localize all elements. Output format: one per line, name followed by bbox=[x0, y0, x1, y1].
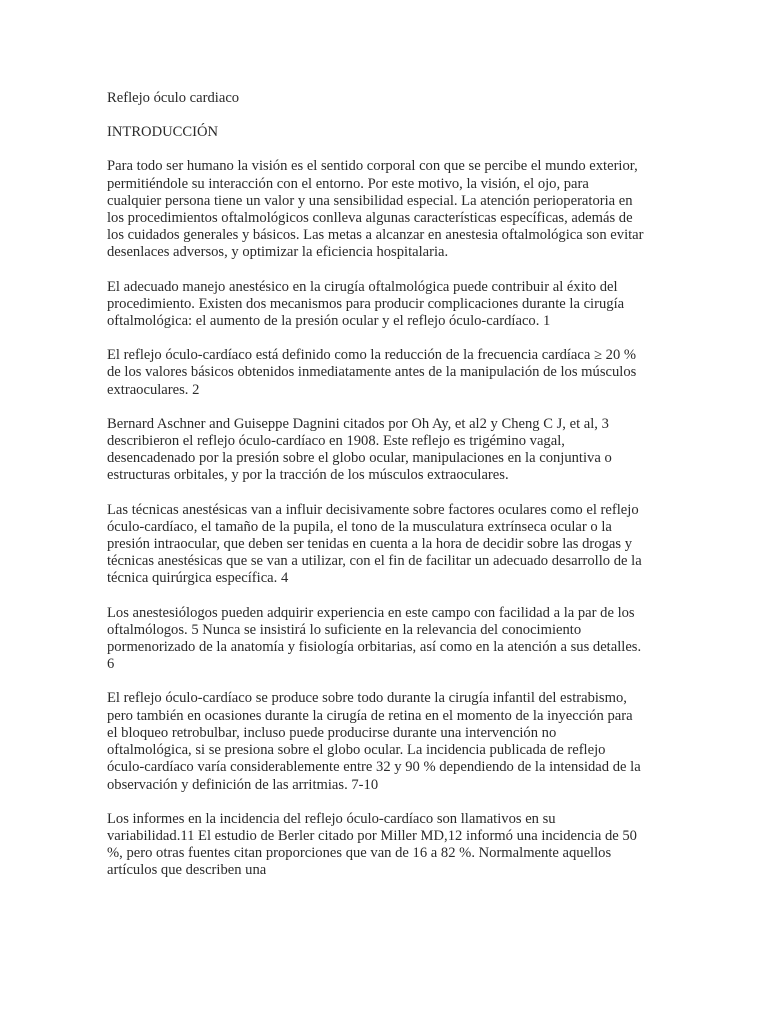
paragraph bbox=[107, 690, 663, 793]
paragraph-line: Para todo ser humano la visión es el sentido corporal con que se percibe el mundo exterior, bbox=[107, 158, 638, 175]
paragraph-line: oftalmológica, si se presiona sobre el globo ocular. La incidencia publicada de reflejo bbox=[107, 742, 606, 759]
paragraph-line: pormenorizado de la anatomía y fisiología orbitarias, así como en la atención a sus detalles. bbox=[107, 639, 642, 656]
paragraph-line: variabilidad.11 El estudio de Berler citado por Miller MD,12 informó una incidencia de 50 bbox=[107, 827, 637, 844]
paragraph-line: %, pero otras fuentes citan proporciones que van de 16 a 82 %. Normalmente aquellos bbox=[107, 845, 612, 862]
paragraph bbox=[107, 347, 663, 399]
paragraph-line: desenlaces adversos, y optimizar la eficiencia hospitalaria. bbox=[107, 244, 449, 261]
paragraph-line: observación y definición de las arritmias. 7-10 bbox=[107, 776, 379, 793]
paragraph-line: estructuras orbitales, y por la tracción de los músculos extraoculares. bbox=[107, 467, 509, 484]
paragraph-line: extraoculares. 2 bbox=[107, 381, 200, 398]
paragraph-line: técnicas anestésicas que se van a utilizar, con el fin de facilitar un adecuado desarrollo de la bbox=[107, 553, 642, 570]
paragraph bbox=[107, 416, 663, 485]
paragraph-line: oftalmológica: el aumento de la presión ocular y el reflejo óculo-cardíaco. 1 bbox=[107, 313, 551, 330]
paragraph-line: desencadenado por la presión sobre el globo ocular, manipulaciones en la conjuntiva o bbox=[107, 450, 612, 467]
paragraph-line: El adecuado manejo anestésico en la cirugía oftalmológica puede contribuir al éxito del bbox=[107, 278, 618, 295]
paragraph-line: permitiéndole su interacción con el entorno. Por este motivo, la visión, el ojo, para bbox=[107, 175, 589, 192]
section-heading: INTRODUCCIÓN bbox=[107, 124, 219, 141]
document-page bbox=[107, 90, 663, 897]
paragraph-line: Los informes en la incidencia del reflejo óculo-cardíaco son llamativos en su bbox=[107, 810, 556, 827]
paragraph-line: artículos que describen una bbox=[107, 862, 267, 879]
paragraph-line: Los anestesiólogos pueden adquirir experiencia en este campo con facilidad a la par de los bbox=[107, 604, 635, 621]
document-body bbox=[107, 158, 663, 879]
paragraph-line: procedimiento. Existen dos mecanismos para producir complicaciones durante la cirugía bbox=[107, 295, 625, 312]
paragraph bbox=[107, 605, 663, 674]
paragraph-line: oftalmólogos. 5 Nunca se insistirá lo suficiente en la relevancia del conocimiento bbox=[107, 621, 582, 638]
paragraph-line: de los valores básicos obtenidos inmediatamente antes de la manipulación de los músculos bbox=[107, 364, 637, 381]
paragraph-line: cualquier persona tiene un valor y una sensibilidad especial. La atención perioperatoria en bbox=[107, 192, 633, 209]
paragraph-line: El reflejo óculo-cardíaco está definido como la reducción de la frecuencia cardíaca ≥ 20 % bbox=[107, 347, 637, 364]
paragraph-line: el bloqueo retrobulbar, incluso puede producirse durante una intervención no bbox=[107, 724, 557, 741]
paragraph-line: El reflejo óculo-cardíaco se produce sobre todo durante la cirugía infantil del estrabismo, bbox=[107, 690, 627, 707]
paragraph-line: óculo-cardíaco varía considerablemente entre 32 y 90 % dependiendo de la intensidad de la bbox=[107, 759, 641, 776]
paragraph-line: óculo-cardíaco, el tamaño de la pupila, el tono de la musculatura extrínseca ocular o la bbox=[107, 518, 612, 535]
paragraph-line: los cuidados generales y básicos. Las metas a alcanzar en anestesia oftalmológica son evitar bbox=[107, 227, 644, 244]
paragraph-line: describieron el reflejo óculo-cardíaco en 1908. Este reflejo es trigémino vagal, bbox=[107, 433, 565, 450]
paragraph bbox=[107, 811, 663, 880]
document-title: Reflejo óculo cardiaco bbox=[107, 90, 240, 106]
paragraph bbox=[107, 158, 663, 261]
paragraph-line: Bernard Aschner and Guiseppe Dagnini citados por Oh Ay, et al2 y Cheng C J, et al, 3 bbox=[107, 415, 609, 432]
paragraph-line: los procedimientos oftalmológicos conlleva algunas características específicas, además de bbox=[107, 210, 633, 227]
paragraph-line: Las técnicas anestésicas van a influir decisivamente sobre factores oculares como el reflejo bbox=[107, 501, 639, 518]
paragraph-line: 6 bbox=[107, 656, 115, 673]
paragraph bbox=[107, 279, 663, 331]
paragraph-line: pero también en ocasiones durante la cirugía de retina en el momento de la inyección para bbox=[107, 707, 633, 724]
paragraph bbox=[107, 502, 663, 588]
paragraph-line: técnica quirúrgica específica. 4 bbox=[107, 570, 289, 587]
paragraph-line: presión intraocular, que deben ser tenidas en cuenta a la hora de decidir sobre las drogas y bbox=[107, 536, 632, 553]
